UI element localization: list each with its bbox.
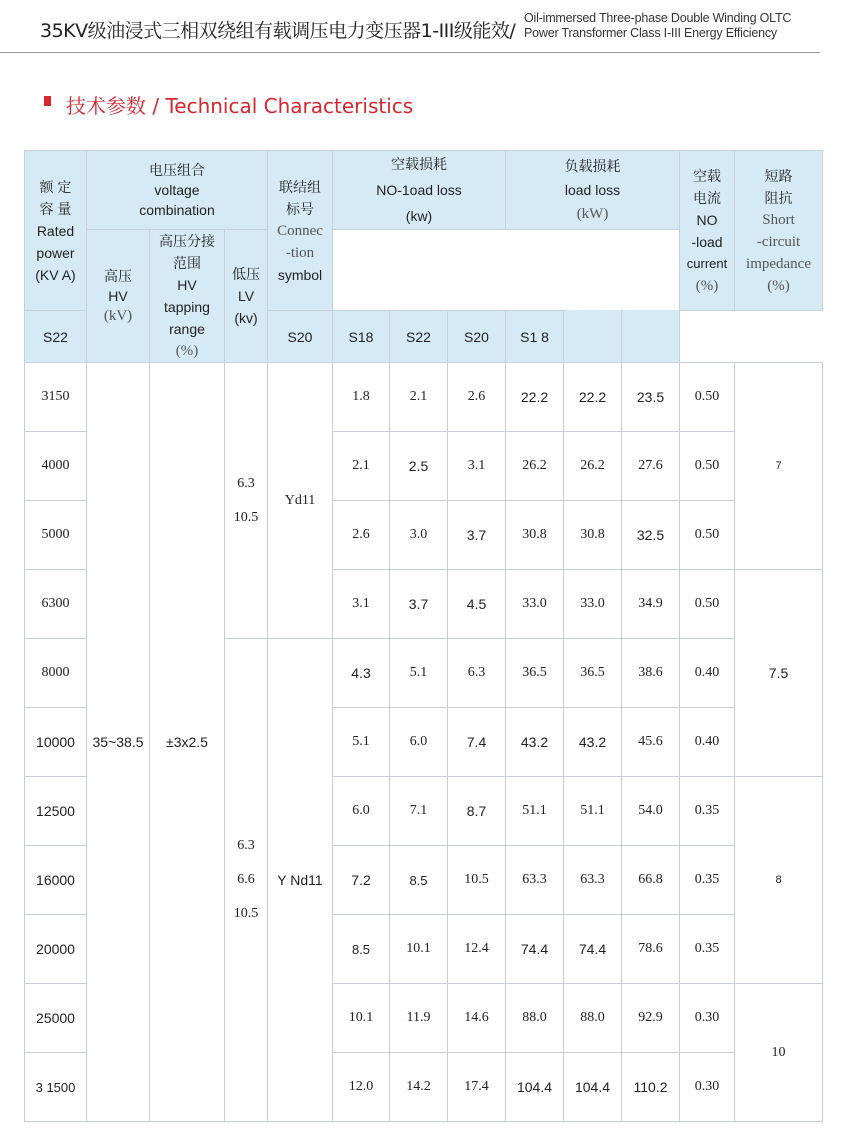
nl-s20: 8.5 — [390, 846, 448, 915]
ll-s22: 74.4 — [506, 915, 564, 984]
table-row — [25, 363, 823, 432]
nl-s22: 2.1 — [333, 432, 390, 501]
nl-s22: 8.5 — [333, 915, 390, 984]
col-voltage-combination: 电压组合 voltage combination — [87, 151, 268, 230]
spec-table — [24, 150, 823, 1122]
impedance-cell-3: 8 — [735, 777, 823, 984]
title-en-line1: Oil-immersed Three-phase Double Winding OLTC — [524, 11, 792, 25]
ll-s22: 63.3 — [506, 846, 564, 915]
nl-s18: 4.5 — [448, 570, 506, 639]
nl-s22: 7.2 — [333, 846, 390, 915]
ll-s20: 51.1 — [564, 777, 622, 846]
nl-s20: 7.1 — [390, 777, 448, 846]
current-sub-empty — [564, 311, 622, 363]
power-cell: 8000 — [25, 639, 87, 708]
ll-s20: 63.3 — [564, 846, 622, 915]
connection-cell-2: Y Nd11 — [268, 639, 333, 1122]
power-cell: 20000 — [25, 915, 87, 984]
nl-s20: 6.0 — [390, 708, 448, 777]
nl-s18: 6.3 — [448, 639, 506, 708]
power-cell: 3 1500 — [25, 1053, 87, 1122]
connection-cell-1: Yd11 — [268, 363, 333, 639]
nl-s18: 14.6 — [448, 984, 506, 1053]
section-title: 技术参数 / Technical Characteristics — [66, 94, 414, 118]
current-cell: 0.35 — [680, 846, 735, 915]
current-cell: 0.30 — [680, 1053, 735, 1122]
header-divider — [0, 52, 820, 53]
nl-s22: 2.6 — [333, 501, 390, 570]
ll-s22: 36.5 — [506, 639, 564, 708]
ll-s22: 22.2 — [506, 363, 564, 432]
nl-s18: 8.7 — [448, 777, 506, 846]
ll-s20: 88.0 — [564, 984, 622, 1053]
lv-cell-2: 6.3 6.6 10.5 — [225, 639, 268, 1122]
ll-s20: 30.8 — [564, 501, 622, 570]
power-cell: 10000 — [25, 708, 87, 777]
impedance-cell-4: 10 — [735, 984, 823, 1122]
nl-s20: 14.2 — [390, 1053, 448, 1122]
ll-s18: 38.6 — [622, 639, 680, 708]
nl-s20: 2.5 — [390, 432, 448, 501]
ll-s18: 66.8 — [622, 846, 680, 915]
current-cell: 0.30 — [680, 984, 735, 1053]
nl-s18: 7.4 — [448, 708, 506, 777]
sub-ll-s18: S1 8 — [506, 311, 564, 363]
power-cell: 25000 — [25, 984, 87, 1053]
col-rated-power: 额 定 容 量 Rated power (KV A) — [25, 151, 87, 311]
page-header — [0, 0, 849, 54]
nl-s18: 12.4 — [448, 915, 506, 984]
ll-s18: 110.2 — [622, 1053, 680, 1122]
nl-s22: 5.1 — [333, 708, 390, 777]
ll-s22: 43.2 — [506, 708, 564, 777]
power-cell: 5000 — [25, 501, 87, 570]
nl-s22: 3.1 — [333, 570, 390, 639]
current-cell: 0.50 — [680, 501, 735, 570]
sub-nl-s20: S20 — [268, 311, 333, 363]
power-cell: 16000 — [25, 846, 87, 915]
nl-s22: 4.3 — [333, 639, 390, 708]
nl-s22: 10.1 — [333, 984, 390, 1053]
current-cell: 0.35 — [680, 915, 735, 984]
col-lv: 低压 LV (kv) — [225, 230, 268, 363]
ll-s20: 33.0 — [564, 570, 622, 639]
sub-nl-s18: S18 — [333, 311, 390, 363]
impedance-cell-1: 7 — [735, 363, 823, 570]
ll-s18: 54.0 — [622, 777, 680, 846]
ll-s22: 104.4 — [506, 1053, 564, 1122]
hv-cell: 35~38.5 — [87, 363, 150, 1122]
tapping-cell: ±3x2.5 — [150, 363, 225, 1122]
nl-s18: 10.5 — [448, 846, 506, 915]
ll-s18: 92.9 — [622, 984, 680, 1053]
power-cell: 3150 — [25, 363, 87, 432]
col-noload-current: 空载 电流 NO -load current (%) — [680, 151, 735, 311]
current-cell: 0.40 — [680, 639, 735, 708]
col-tapping-range: 高压分接 范围 HV tapping range (%) — [150, 230, 225, 363]
ll-s22: 88.0 — [506, 984, 564, 1053]
nl-s22: 1.8 — [333, 363, 390, 432]
nl-s18: 3.7 — [448, 501, 506, 570]
nl-s18: 2.6 — [448, 363, 506, 432]
ll-s20: 36.5 — [564, 639, 622, 708]
power-cell: 4000 — [25, 432, 87, 501]
nl-s22: 12.0 — [333, 1053, 390, 1122]
section-bullet-icon — [44, 96, 51, 106]
ll-s22: 26.2 — [506, 432, 564, 501]
nl-s18: 3.1 — [448, 432, 506, 501]
col-connection-symbol: 联结组 标号 Connec -tion symbol — [268, 151, 333, 311]
col-hv: 高压 HV (kV) — [87, 230, 150, 363]
col-impedance: 短路 阻抗 Short -circuit impedance (%) — [735, 151, 823, 311]
ll-s18: 23.5 — [622, 363, 680, 432]
ll-s20: 43.2 — [564, 708, 622, 777]
current-cell: 0.50 — [680, 432, 735, 501]
nl-s20: 2.1 — [390, 363, 448, 432]
ll-s18: 78.6 — [622, 915, 680, 984]
lv-cell-1: 6.3 10.5 — [225, 363, 268, 639]
page-title-en — [524, 11, 791, 41]
impedance-sub-empty — [622, 311, 680, 363]
ll-s18: 34.9 — [622, 570, 680, 639]
nl-s20: 3.0 — [390, 501, 448, 570]
col-noload-loss: 空载损耗 NO-1oad loss (kw) — [333, 151, 506, 230]
current-cell: 0.35 — [680, 777, 735, 846]
current-cell: 0.50 — [680, 570, 735, 639]
ll-s22: 51.1 — [506, 777, 564, 846]
nl-s22: 6.0 — [333, 777, 390, 846]
sub-ll-s22: S22 — [390, 311, 448, 363]
ll-s20: 104.4 — [564, 1053, 622, 1122]
impedance-cell-2: 7.5 — [735, 570, 823, 777]
power-cell: 12500 — [25, 777, 87, 846]
current-cell: 0.40 — [680, 708, 735, 777]
col-load-loss: 负载损耗 load loss (kW) — [506, 151, 680, 230]
ll-s20: 74.4 — [564, 915, 622, 984]
sub-ll-s20: S20 — [448, 311, 506, 363]
nl-s20: 11.9 — [390, 984, 448, 1053]
ll-s18: 45.6 — [622, 708, 680, 777]
ll-s20: 26.2 — [564, 432, 622, 501]
ll-s18: 32.5 — [622, 501, 680, 570]
ll-s22: 30.8 — [506, 501, 564, 570]
page-title: 35KV级油浸式三相双绕组有载调压电力变压器1-III级能效/ — [40, 20, 516, 42]
sub-nl-s22: S22 — [25, 311, 87, 363]
current-cell: 0.50 — [680, 363, 735, 432]
ll-s18: 27.6 — [622, 432, 680, 501]
nl-s18: 17.4 — [448, 1053, 506, 1122]
nl-s20: 5.1 — [390, 639, 448, 708]
ll-s22: 33.0 — [506, 570, 564, 639]
nl-s20: 3.7 — [390, 570, 448, 639]
nl-s20: 10.1 — [390, 915, 448, 984]
power-cell: 6300 — [25, 570, 87, 639]
ll-s20: 22.2 — [564, 363, 622, 432]
title-en-line2: Power Transformer Class I-III Energy Efficiency — [524, 26, 777, 40]
